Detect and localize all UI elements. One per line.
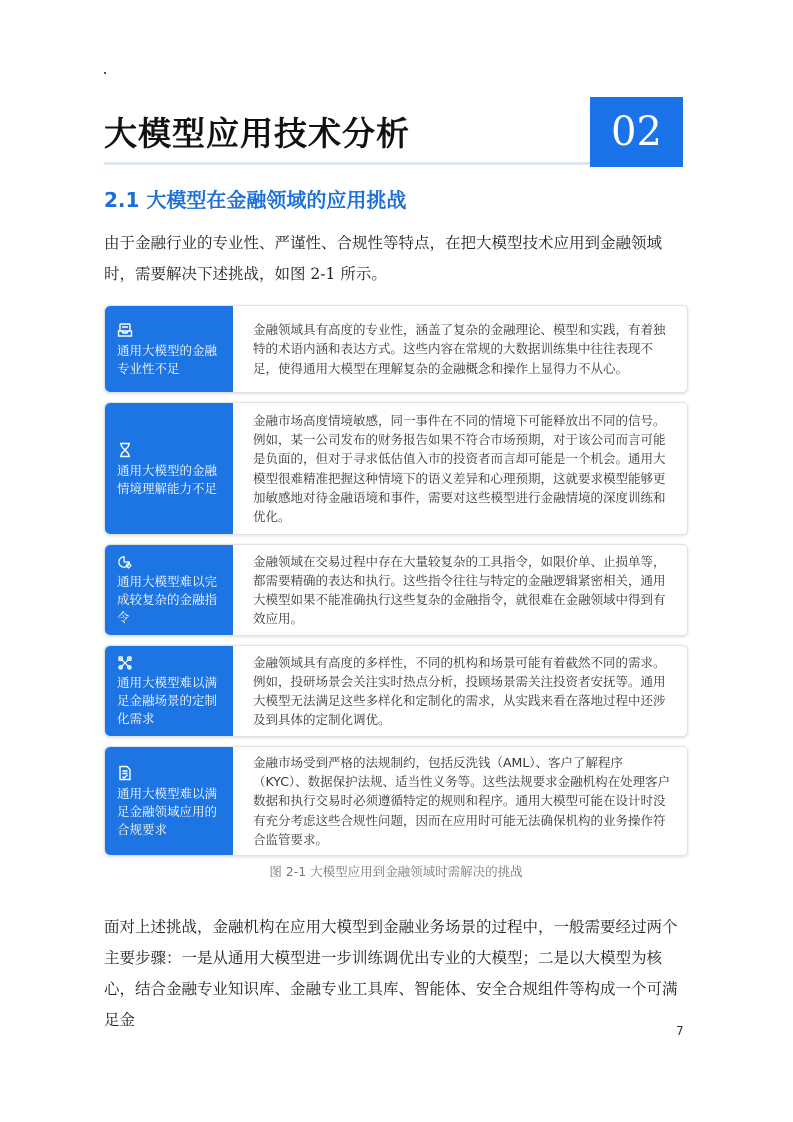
challenge-description: 金融领域具有高度的专业性，涵盖了复杂的金融理论、模型和实践，有着独特的术语内涵和表达方式。这些内容在常规的大数据训练集中往往表现不足，使得通用大模型在理解复杂的金融概念和操作上显得力不从心。	[253, 322, 666, 376]
challenge-label: 通用大模型难以完成较复杂的金融指令	[117, 574, 218, 625]
challenge-label: 通用大模型的金融专业性不足	[117, 343, 218, 376]
tools-cross-icon	[117, 656, 133, 670]
challenge-description: 金融领域在交易过程中存在大量较复杂的工具指令，如限价单、止损单等，都需要精确的表达和执行。这些指令往往与特定的金融逻辑紧密相关，通用大模型如果不能准确执行这些复杂的金融指令，就很难在金融领域中得到有效应用。	[253, 553, 666, 627]
challenge-figure	[104, 305, 688, 865]
body-paragraph: 面对上述挑战，金融机构在应用大模型到金融业务场景的过程中，一般需要经过两个主要步骤：一是从通用大模型进一步训练调优出专业的大模型；二是以大模型为核心，结合金融专业知识库、金融专业工具库、智能体、安全合规组件等构成一个可满足金	[104, 918, 678, 1029]
challenge-label: 通用大模型难以满足金融领域应用的合规要求	[117, 786, 218, 837]
challenge-card	[104, 402, 688, 535]
chapter-number-badge: 02	[590, 97, 683, 167]
figure-caption: 图 2-1 大模型应用到金融领域时需解决的挑战	[269, 864, 523, 879]
challenge-card	[104, 305, 688, 393]
challenge-card-header	[105, 403, 233, 534]
chapter-title: 大模型应用技术分析	[104, 114, 410, 153]
chapter-title-underline	[104, 162, 594, 165]
page-number: 7	[676, 1024, 684, 1038]
compliance-document-icon	[117, 765, 133, 781]
challenge-card	[104, 746, 688, 856]
section-title: 2.1 大模型在金融领域的应用挑战	[104, 188, 407, 212]
challenge-card	[104, 544, 688, 636]
challenge-label: 通用大模型的金融情境理解能力不足	[117, 462, 218, 496]
challenge-card-header	[105, 646, 233, 736]
challenge-card	[104, 645, 688, 737]
challenge-card-header	[105, 306, 233, 392]
challenge-description: 金融市场受到严格的法规制约，包括反洗钱（AML）、客户了解程序（KYC）、数据保护法规、适当性义务等。这些法规要求金融机构在处理客户数据和执行交易时必须遵循特定的规则和程序。通用大模型可能在设计时没有充分考虑这些合规性问题，因而在应用时可能无法确保机构的业务操作符合监管要求。	[253, 755, 671, 847]
challenge-description: 金融领域具有高度的多样性，不同的机构和场景可能有着截然不同的需求。例如，投研场景会关注实时热点分析，投顾场景需关注投资者安抚等。通用大模型无法满足这些多样化和定制化的需求，从实践来看在落地过程中还涉及到具体的定制化调优。	[253, 654, 666, 728]
hourglass-icon	[117, 442, 133, 458]
decorative-dot	[104, 72, 106, 74]
document-tray-icon	[117, 322, 133, 338]
challenge-description: 金融市场高度情境敏感，同一事件在不同的情境下可能释放出不同的信号。例如，某一公司发布的财务报告如果不符合市场预期，对于该公司而言可能是负面的，但对于寻求低估值入市的投资者而言却可能是一个机会。通用大模型很难精准把握这种情境下的语义差异和心理预期，这就要求模型能够更加敏感地对待金融语境和事件，需要对这些模型进行金融情境的深度训练和优化。	[253, 412, 666, 524]
intro-paragraph: 由于金融行业的专业性、严谨性、合规性等特点，在把大模型技术应用到金融领域时，需要解决下述挑战，如图 2-1 所示。	[104, 234, 663, 283]
chart-gear-icon	[117, 555, 133, 569]
challenge-card-header	[105, 747, 233, 855]
challenge-label: 通用大模型难以满足金融场景的定制化需求	[117, 675, 218, 726]
challenge-card-header	[105, 545, 233, 635]
